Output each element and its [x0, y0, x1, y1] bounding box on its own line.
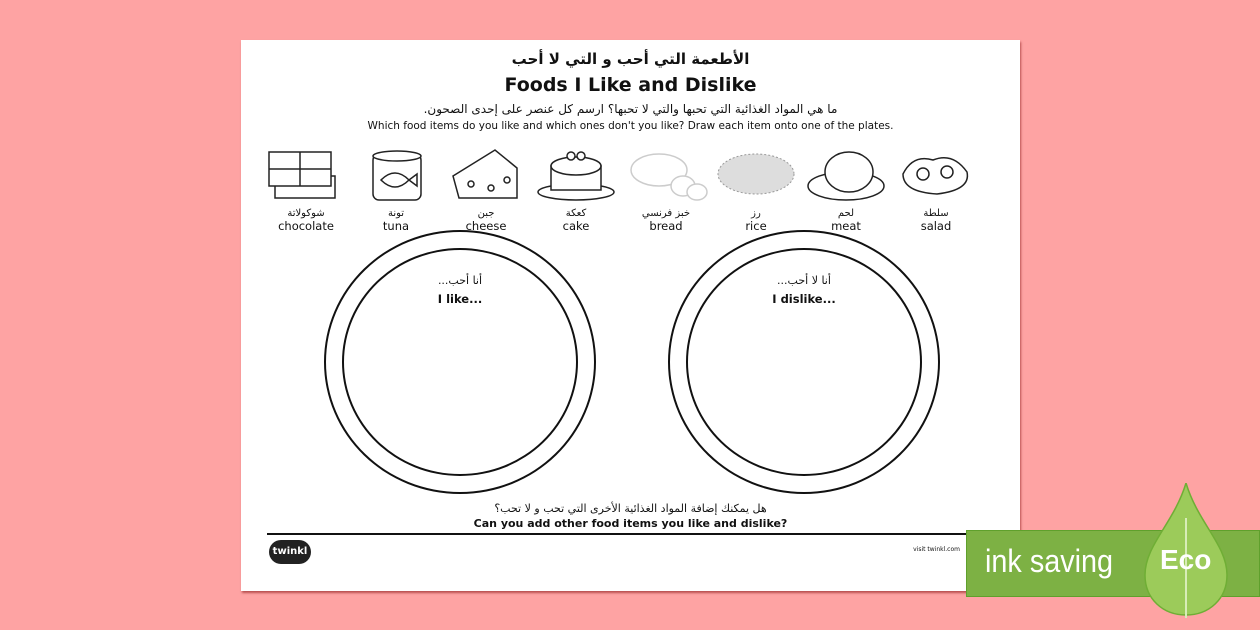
title-arabic: الأطعمة التي أحب و التي لا أحب: [511, 50, 750, 68]
food-item: لحم meat: [801, 146, 891, 233]
visit-link: visit twinkl.com: [913, 546, 960, 553]
salad-icon: [891, 146, 981, 204]
food-item: كعكة cake: [531, 146, 621, 233]
page-title: Foods I Like and Dislike: [504, 74, 757, 96]
divider: [267, 533, 994, 535]
chocolate-icon: [261, 146, 351, 204]
food-list: [261, 146, 981, 233]
food-item: خبز فرنسي bread: [621, 146, 711, 233]
food-item: جبن cheese: [441, 146, 531, 233]
question-arabic: هل يمكنك إضافة المواد الغذائية الأخرى التي تحب و لا تحب؟: [494, 502, 767, 515]
food-item: سلطة salad: [891, 146, 981, 233]
instructions: Which food items do you like and which ones don't you like? Draw each item onto one of the plates.: [367, 120, 894, 132]
cheese-icon: [441, 146, 531, 204]
dislike-plate: أنا لا أحب... I dislike...: [668, 230, 940, 494]
tuna-can-icon: [351, 146, 441, 204]
food-item: رز rice: [711, 146, 801, 233]
ink-saving-label: ink saving: [985, 543, 1114, 579]
eco-label: Eco: [1160, 544, 1212, 575]
dislike-label: I dislike...: [772, 292, 836, 306]
instructions-arabic: ما هي المواد الغذائية التي تحبها والتي لا تحبها؟ ارسم كل عنصر على إحدى الصحون.: [423, 102, 838, 116]
meat-icon: [801, 146, 891, 204]
food-item: شوكولاتة chocolate: [261, 146, 351, 233]
twinkl-logo: twinkl: [269, 540, 311, 564]
rice-icon: [711, 146, 801, 204]
bread-icon: [621, 146, 711, 204]
like-plate: أنا أحب... I like...: [324, 230, 596, 494]
question: Can you add other food items you like and dislike?: [473, 517, 788, 530]
like-label: I like...: [437, 292, 483, 306]
cake-icon: [531, 146, 621, 204]
worksheet-preview: [241, 40, 1020, 591]
food-item: تونة tuna: [351, 146, 441, 233]
